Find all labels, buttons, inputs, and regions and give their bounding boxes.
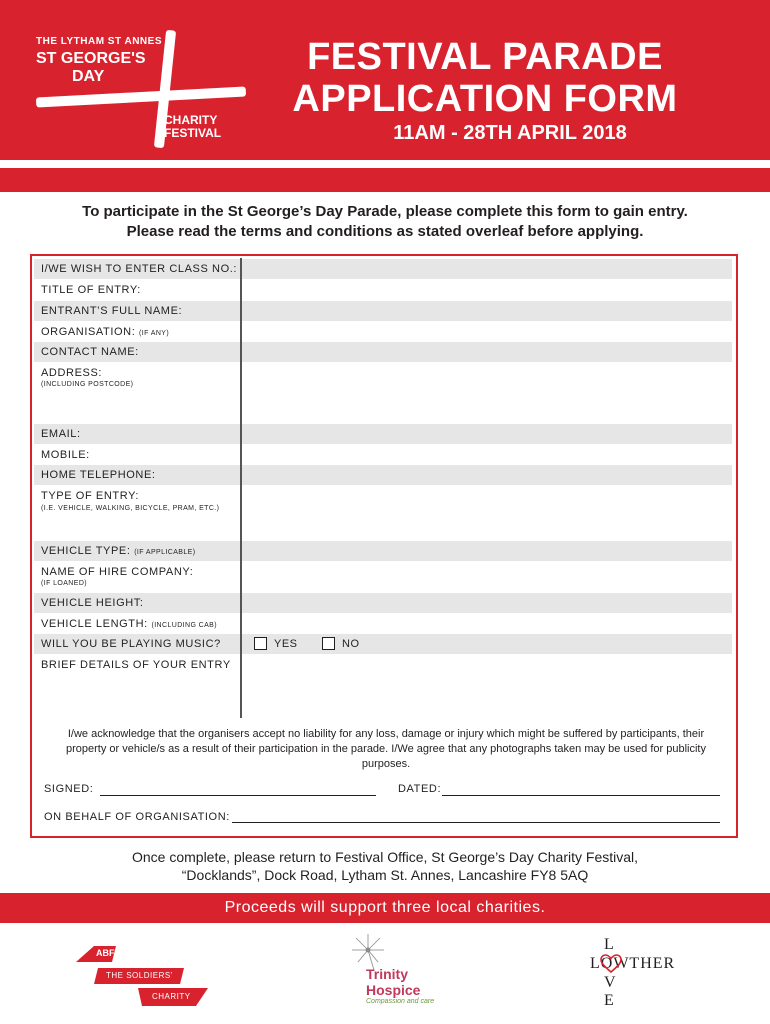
lowther-word: LOWTHER [590, 955, 676, 972]
field-vehicle-length[interactable] [34, 614, 732, 634]
field-label [41, 545, 195, 557]
field-organisation[interactable] [34, 322, 732, 342]
field-full-name[interactable] [34, 301, 732, 321]
field-address[interactable] [34, 363, 732, 423]
hire-company-note: (IF LOANED) [41, 580, 88, 587]
abf-text-line1: ABF [96, 948, 115, 958]
return-info [40, 848, 730, 884]
dated-line[interactable] [442, 795, 720, 796]
music-yes-checkbox[interactable] [254, 637, 267, 650]
on-behalf-line[interactable] [232, 822, 720, 823]
field-title-of-entry[interactable] [34, 280, 732, 300]
event-date: 11AM - 28TH APRIL 2018 [393, 122, 627, 144]
field-label: ENTRANT’S FULL NAME: [41, 305, 183, 317]
field-label: ADDRESS: [41, 367, 103, 379]
page-title [270, 36, 700, 120]
field-hire-company[interactable] [34, 562, 732, 592]
acknowledgement-text: I/we acknowledge that the organisers accept no liability for any loss, damage or injury which might be suffered by participants, their property or vehicle/s as a result of their participation in the parade. I/We agree that any photographs taken may be used for publicity purposes. [66, 728, 706, 770]
field-label: WILL YOU BE PLAYING MUSIC? [41, 638, 221, 650]
music-yes-label: YES [274, 638, 298, 650]
trinity-text-line3: Compassion and care [366, 998, 435, 1005]
abf-logo [76, 942, 210, 1008]
logo-cross-horizontal [36, 87, 246, 108]
header-gap [0, 160, 770, 168]
trinity-text-line1: Trinity [366, 966, 409, 982]
music-no-label: NO [342, 638, 360, 650]
field-home-telephone[interactable] [34, 465, 732, 485]
intro-line2: Please read the terms and conditions as stated overleaf before applying. [126, 223, 644, 240]
field-label: CONTACT NAME: [41, 346, 139, 358]
abf-text-line2: THE SOLDIERS’ [106, 971, 173, 980]
field-label: HOME TELEPHONE: [41, 469, 156, 481]
field-label [41, 326, 169, 338]
logo-text-line3: DAY [72, 68, 105, 85]
vehicle-length-note: (INCLUDING CAB) [151, 622, 217, 629]
abf-text-line3: CHARITY [152, 992, 191, 1001]
organisation-label: ORGANISATION: [41, 326, 136, 338]
title-line2: APPLICATION FORM [292, 78, 678, 120]
field-label: VEHICLE HEIGHT: [41, 597, 144, 609]
logo-text-line4: CHARITY FESTIVAL [164, 113, 222, 140]
vehicle-length-label: VEHICLE LENGTH: [41, 618, 148, 630]
vehicle-type-label: VEHICLE TYPE: [41, 545, 131, 557]
lowther-l: L [604, 936, 614, 953]
signed-line[interactable] [100, 795, 376, 796]
lowther-logo [586, 936, 706, 1012]
field-brief-details[interactable] [34, 655, 732, 717]
on-behalf-label: ON BEHALF OF ORGANISATION: [44, 811, 230, 823]
festival-logo [28, 28, 258, 158]
logo-text-line1: THE LYTHAM ST ANNES [36, 36, 162, 47]
type-of-entry-note: (I.E. VEHICLE, WALKING, BICYCLE, PRAM, ETC.) [41, 505, 220, 512]
organisation-note: (IF ANY) [139, 330, 170, 337]
trinity-hospice-logo [344, 930, 454, 1010]
field-email[interactable] [34, 424, 732, 444]
field-mobile[interactable] [34, 445, 732, 465]
field-label: MOBILE: [41, 449, 90, 461]
return-line2: “Docklands”, Dock Road, Lytham St. Annes, Lancashire FY8 5AQ [181, 867, 589, 883]
dated-label: DATED: [398, 783, 442, 795]
header-stripe [0, 168, 770, 192]
logo-text-line2: ST GEORGE'S [36, 50, 146, 67]
proceeds-banner: Proceeds will support three local charities. [0, 893, 770, 923]
field-label [41, 618, 217, 630]
field-vehicle-height[interactable] [34, 593, 732, 613]
field-contact-name[interactable] [34, 342, 732, 362]
address-note: (INCLUDING POSTCODE) [41, 381, 134, 388]
field-label: TITLE OF ENTRY: [41, 284, 141, 296]
field-label: I/WE WISH TO ENTER CLASS NO.: [41, 263, 238, 275]
intro-text [20, 202, 750, 242]
field-vehicle-type[interactable] [34, 541, 732, 561]
field-class-no[interactable] [34, 259, 732, 279]
field-label: EMAIL: [41, 428, 81, 440]
field-label: BRIEF DETAILS OF YOUR ENTRY [41, 659, 231, 671]
title-line1: FESTIVAL PARADE [307, 36, 663, 78]
field-label: TYPE OF ENTRY: [41, 490, 140, 502]
vehicle-type-note: (IF APPLICABLE) [134, 549, 196, 556]
trinity-text-line2: Hospice [366, 982, 421, 998]
column-divider [240, 258, 242, 718]
heart-icon [600, 954, 622, 974]
intro-line1: To participate in the St George’s Day Parade, please complete this form to gain entry. [82, 203, 688, 220]
lowther-v: V [604, 974, 616, 991]
field-music [34, 634, 732, 654]
field-label: NAME OF HIRE COMPANY: [41, 566, 194, 578]
music-no-checkbox[interactable] [322, 637, 335, 650]
header-banner [0, 0, 770, 160]
lowther-e: E [604, 992, 614, 1009]
return-line1: Once complete, please return to Festival Office, St George’s Day Charity Festival, [131, 849, 639, 865]
dandelion-icon [348, 930, 388, 970]
signed-label: SIGNED: [44, 783, 94, 795]
field-type-of-entry[interactable] [34, 486, 732, 540]
